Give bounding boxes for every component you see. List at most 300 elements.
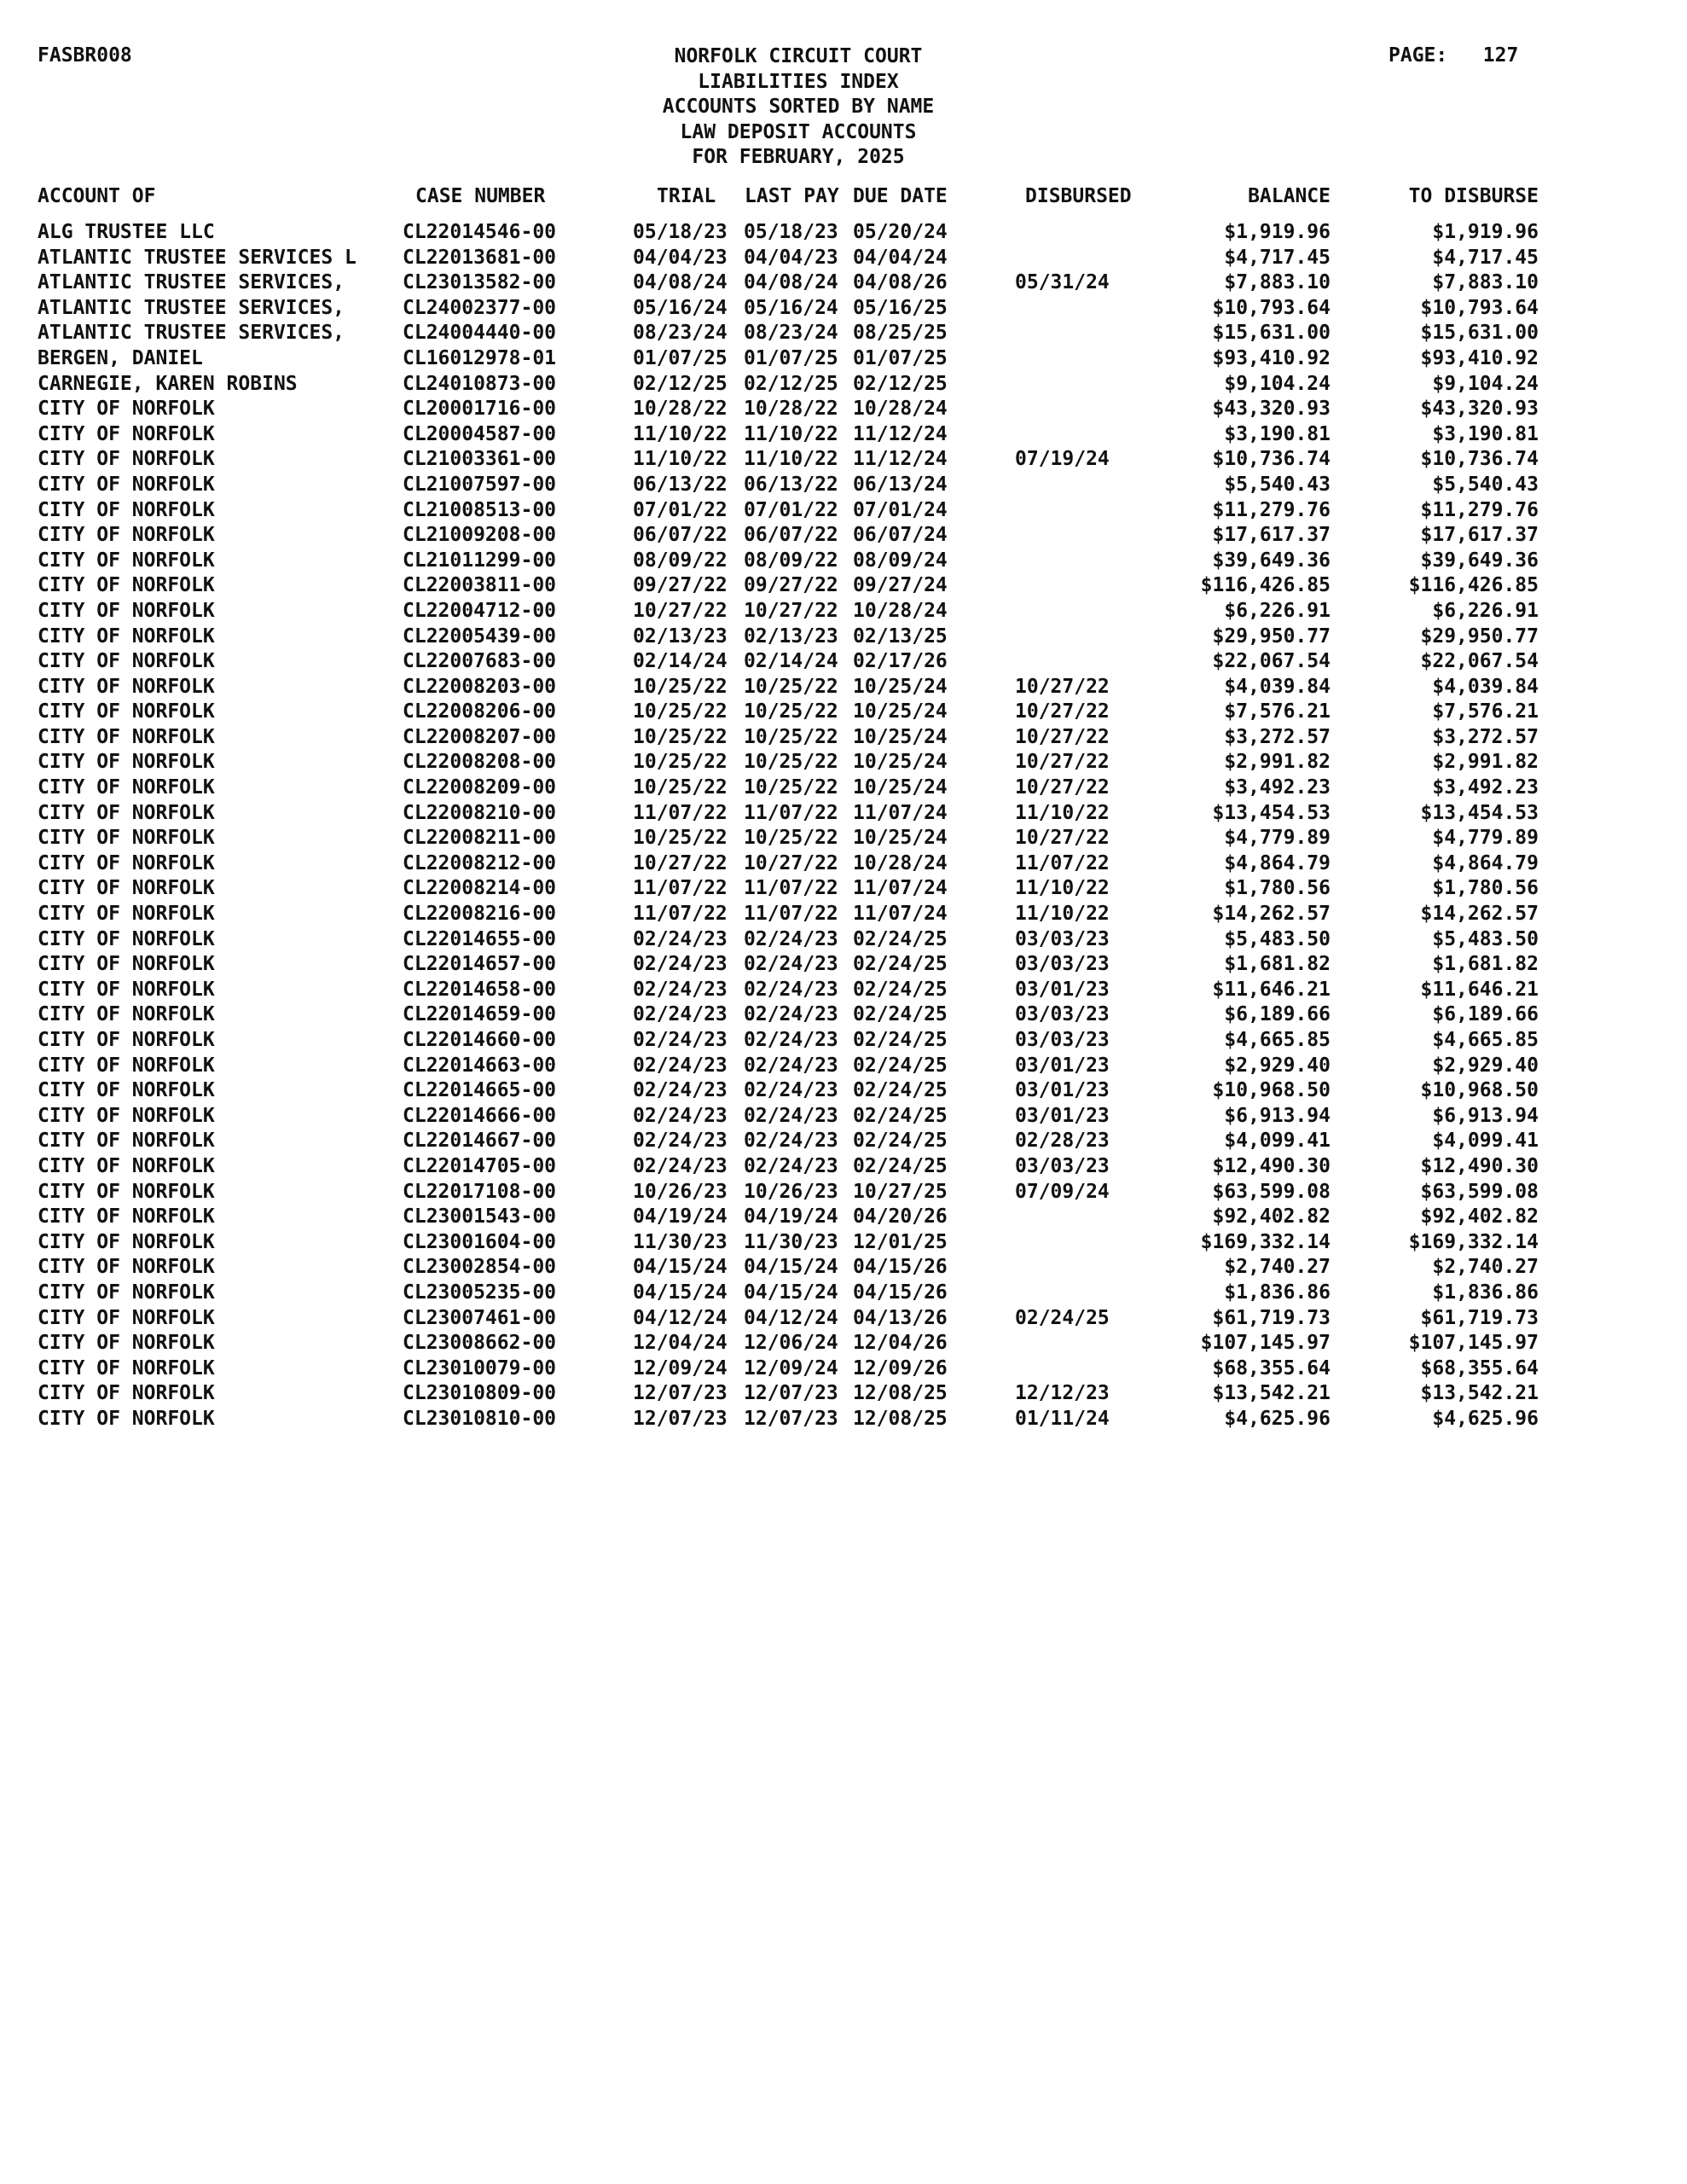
case-number-cell: CL22014657-00 xyxy=(403,953,557,976)
table-row xyxy=(0,1002,1687,1028)
table-row xyxy=(0,1129,1687,1154)
case-number-cell: CL16012978-01 xyxy=(403,346,557,369)
table-row xyxy=(0,473,1687,498)
account-of-cell: CITY OF NORFOLK xyxy=(38,1256,215,1279)
due-date-cell: 04/13/26 xyxy=(853,1306,948,1329)
table-row xyxy=(0,1104,1687,1130)
case-number-cell: CL23001604-00 xyxy=(403,1230,557,1253)
due-date-cell: 02/24/25 xyxy=(853,927,948,950)
last-pay-cell: 11/07/22 xyxy=(744,903,838,926)
to-disburse-cell: $4,625.96 xyxy=(1432,1407,1539,1430)
table-row xyxy=(0,1331,1687,1356)
account-of-cell: CITY OF NORFOLK xyxy=(38,1356,215,1380)
last-pay-cell: 08/23/24 xyxy=(744,322,838,345)
trial-cell: 02/24/23 xyxy=(633,1054,728,1077)
trial-cell: 08/09/22 xyxy=(633,549,728,572)
trial-cell: 04/15/24 xyxy=(633,1256,728,1279)
account-of-cell: ALG TRUSTEE LLC xyxy=(38,221,215,243)
balance-cell: $5,540.43 xyxy=(1224,473,1330,496)
account-of-cell: CITY OF NORFOLK xyxy=(38,1407,215,1430)
trial-cell: 04/04/23 xyxy=(633,246,728,269)
case-number-cell: CL22008206-00 xyxy=(403,700,557,723)
disbursed-cell: 03/01/23 xyxy=(1015,1079,1110,1102)
balance-cell: $4,099.41 xyxy=(1224,1130,1330,1153)
disbursed-cell: 11/10/22 xyxy=(1015,903,1110,926)
account-of-cell: CITY OF NORFOLK xyxy=(38,1205,215,1228)
disbursed-cell: 02/28/23 xyxy=(1015,1130,1110,1153)
table-row xyxy=(0,801,1687,827)
due-date-cell: 11/07/24 xyxy=(853,801,948,824)
trial-cell: 04/15/24 xyxy=(633,1281,728,1304)
trial-cell: 12/09/24 xyxy=(633,1356,728,1380)
case-number-cell: CL22014659-00 xyxy=(403,1003,557,1026)
case-number-cell: CL21008513-00 xyxy=(403,498,557,521)
due-date-cell: 11/12/24 xyxy=(853,422,948,445)
case-number-cell: CL22014658-00 xyxy=(403,978,557,1001)
table-row xyxy=(0,220,1687,246)
trial-cell: 10/25/22 xyxy=(633,751,728,774)
table-row xyxy=(0,902,1687,927)
case-number-cell: CL22017108-00 xyxy=(403,1180,557,1203)
table-row xyxy=(0,498,1687,524)
title-accounts: LAW DEPOSIT ACCOUNTS xyxy=(680,120,917,143)
balance-cell: $116,426.85 xyxy=(1200,574,1330,597)
trial-cell: 02/12/25 xyxy=(633,372,728,395)
title-period: FOR FEBRUARY, 2025 xyxy=(692,146,905,168)
due-date-cell: 10/28/24 xyxy=(853,599,948,622)
case-number-cell: CL22014667-00 xyxy=(403,1130,557,1153)
trial-cell: 10/25/22 xyxy=(633,776,728,799)
case-number-cell: CL22014665-00 xyxy=(403,1079,557,1102)
balance-cell: $10,736.74 xyxy=(1212,448,1330,471)
due-date-cell: 04/20/26 xyxy=(853,1205,948,1228)
case-number-cell: CL23010810-00 xyxy=(403,1407,557,1430)
last-pay-cell: 02/24/23 xyxy=(744,978,838,1001)
to-disburse-cell: $13,454.53 xyxy=(1420,801,1539,824)
last-pay-cell: 10/27/22 xyxy=(744,851,838,874)
table-row xyxy=(0,700,1687,725)
account-of-cell: CARNEGIE, KAREN ROBINS xyxy=(38,372,298,395)
to-disburse-cell: $93,410.92 xyxy=(1420,346,1539,369)
case-number-cell: CL20001716-00 xyxy=(403,398,557,421)
trial-cell: 11/30/23 xyxy=(633,1230,728,1253)
account-of-cell: CITY OF NORFOLK xyxy=(38,851,215,874)
balance-cell: $6,913.94 xyxy=(1224,1104,1330,1127)
to-disburse-cell: $4,779.89 xyxy=(1432,827,1539,850)
to-disburse-cell: $3,272.57 xyxy=(1432,725,1539,748)
balance-cell: $1,919.96 xyxy=(1224,221,1330,243)
last-pay-cell: 06/07/22 xyxy=(744,524,838,547)
balance-cell: $13,454.53 xyxy=(1212,801,1330,824)
due-date-cell: 12/08/25 xyxy=(853,1382,948,1405)
case-number-cell: CL21011299-00 xyxy=(403,549,557,572)
case-number-cell: CL23005235-00 xyxy=(403,1281,557,1304)
account-of-cell: CITY OF NORFOLK xyxy=(38,549,215,572)
account-of-cell: CITY OF NORFOLK xyxy=(38,524,215,547)
case-number-cell: CL22008210-00 xyxy=(403,801,557,824)
account-of-cell: CITY OF NORFOLK xyxy=(38,801,215,824)
disbursed-cell: 03/01/23 xyxy=(1015,1104,1110,1127)
case-number-cell: CL23008662-00 xyxy=(403,1332,557,1355)
account-of-cell: CITY OF NORFOLK xyxy=(38,1104,215,1127)
due-date-cell: 07/01/24 xyxy=(853,498,948,521)
balance-cell: $4,625.96 xyxy=(1224,1407,1330,1430)
trial-cell: 07/01/22 xyxy=(633,498,728,521)
to-disburse-cell: $9,104.24 xyxy=(1432,372,1539,395)
balance-cell: $6,226.91 xyxy=(1224,599,1330,622)
balance-cell: $5,483.50 xyxy=(1224,927,1330,950)
to-disburse-cell: $1,681.82 xyxy=(1432,953,1539,976)
trial-cell: 02/24/23 xyxy=(633,1104,728,1127)
last-pay-cell: 12/07/23 xyxy=(744,1382,838,1405)
trial-cell: 10/25/22 xyxy=(633,700,728,723)
to-disburse-cell: $169,332.14 xyxy=(1408,1230,1539,1253)
case-number-cell: CL22014666-00 xyxy=(403,1104,557,1127)
disbursed-cell: 10/27/22 xyxy=(1015,675,1110,698)
account-of-cell: CITY OF NORFOLK xyxy=(38,827,215,850)
account-of-cell: CITY OF NORFOLK xyxy=(38,422,215,445)
to-disburse-cell: $39,649.36 xyxy=(1420,549,1539,572)
case-number-cell: CL22005439-00 xyxy=(403,624,557,648)
table-row xyxy=(0,397,1687,422)
account-of-cell: CITY OF NORFOLK xyxy=(38,1029,215,1051)
due-date-cell: 02/12/25 xyxy=(853,372,948,395)
due-date-cell: 09/27/24 xyxy=(853,574,948,597)
table-row xyxy=(0,1078,1687,1104)
balance-cell: $1,681.82 xyxy=(1224,953,1330,976)
account-of-cell: ATLANTIC TRUSTEE SERVICES L xyxy=(38,246,357,269)
table-row xyxy=(0,1255,1687,1281)
balance-cell: $4,039.84 xyxy=(1224,675,1330,698)
last-pay-cell: 01/07/25 xyxy=(744,346,838,369)
last-pay-cell: 10/25/22 xyxy=(744,675,838,698)
due-date-cell: 10/27/25 xyxy=(853,1180,948,1203)
trial-cell: 04/19/24 xyxy=(633,1205,728,1228)
last-pay-cell: 02/24/23 xyxy=(744,1079,838,1102)
table-row xyxy=(0,826,1687,851)
trial-cell: 10/25/22 xyxy=(633,725,728,748)
table-row xyxy=(0,549,1687,574)
trial-cell: 11/10/22 xyxy=(633,448,728,471)
case-number-cell: CL20004587-00 xyxy=(403,422,557,445)
last-pay-cell: 09/27/22 xyxy=(744,574,838,597)
case-number-cell: CL22014663-00 xyxy=(403,1054,557,1077)
balance-cell: $15,631.00 xyxy=(1212,322,1330,345)
page-label: PAGE: xyxy=(1388,44,1448,67)
disbursed-cell: 11/07/22 xyxy=(1015,851,1110,874)
balance-cell: $14,262.57 xyxy=(1212,903,1330,926)
case-number-cell: CL22014655-00 xyxy=(403,927,557,950)
header-disbursed: DISBURSED xyxy=(1025,185,1132,207)
to-disburse-cell: $116,426.85 xyxy=(1408,574,1539,597)
due-date-cell: 12/01/25 xyxy=(853,1230,948,1253)
to-disburse-cell: $6,189.66 xyxy=(1432,1003,1539,1026)
case-number-cell: CL22008209-00 xyxy=(403,776,557,799)
disbursed-cell: 11/10/22 xyxy=(1015,801,1110,824)
balance-cell: $11,646.21 xyxy=(1212,978,1330,1001)
trial-cell: 02/24/23 xyxy=(633,978,728,1001)
to-disburse-cell: $11,279.76 xyxy=(1420,498,1539,521)
table-row xyxy=(0,1028,1687,1054)
trial-cell: 10/26/23 xyxy=(633,1180,728,1203)
due-date-cell: 05/20/24 xyxy=(853,221,948,243)
header-case-number: CASE NUMBER xyxy=(415,185,546,207)
to-disburse-cell: $92,402.82 xyxy=(1420,1205,1539,1228)
trial-cell: 10/27/22 xyxy=(633,851,728,874)
to-disburse-cell: $107,145.97 xyxy=(1408,1332,1539,1355)
balance-cell: $3,492.23 xyxy=(1224,776,1330,799)
title-index: LIABILITIES INDEX xyxy=(698,70,899,93)
report-title-block xyxy=(542,44,1054,171)
balance-cell: $39,649.36 xyxy=(1212,549,1330,572)
last-pay-cell: 07/01/22 xyxy=(744,498,838,521)
disbursed-cell: 03/01/23 xyxy=(1015,978,1110,1001)
last-pay-cell: 10/27/22 xyxy=(744,599,838,622)
due-date-cell: 02/24/25 xyxy=(853,1130,948,1153)
balance-cell: $9,104.24 xyxy=(1224,372,1330,395)
trial-cell: 09/27/22 xyxy=(633,574,728,597)
account-of-cell: ATLANTIC TRUSTEE SERVICES, xyxy=(38,296,345,319)
last-pay-cell: 08/09/22 xyxy=(744,549,838,572)
to-disburse-cell: $5,483.50 xyxy=(1432,927,1539,950)
due-date-cell: 10/25/24 xyxy=(853,776,948,799)
page-indicator xyxy=(1388,44,1518,67)
table-row xyxy=(0,649,1687,675)
to-disburse-cell: $15,631.00 xyxy=(1420,322,1539,345)
due-date-cell: 04/15/26 xyxy=(853,1256,948,1279)
last-pay-cell: 02/12/25 xyxy=(744,372,838,395)
case-number-cell: CL22008211-00 xyxy=(403,827,557,850)
due-date-cell: 02/17/26 xyxy=(853,650,948,673)
to-disburse-cell: $3,190.81 xyxy=(1432,422,1539,445)
table-row xyxy=(0,952,1687,978)
trial-cell: 02/24/23 xyxy=(633,1003,728,1026)
trial-cell: 10/25/22 xyxy=(633,675,728,698)
case-number-cell: CL23010079-00 xyxy=(403,1356,557,1380)
account-of-cell: CITY OF NORFOLK xyxy=(38,903,215,926)
due-date-cell: 08/09/24 xyxy=(853,549,948,572)
case-number-cell: CL22007683-00 xyxy=(403,650,557,673)
account-of-cell: CITY OF NORFOLK xyxy=(38,1130,215,1153)
header-balance: BALANCE xyxy=(1248,185,1330,207)
last-pay-cell: 04/04/23 xyxy=(744,246,838,269)
account-of-cell: CITY OF NORFOLK xyxy=(38,1079,215,1102)
due-date-cell: 02/24/25 xyxy=(853,1054,948,1077)
account-of-cell: CITY OF NORFOLK xyxy=(38,978,215,1001)
trial-cell: 02/24/23 xyxy=(633,1079,728,1102)
to-disburse-cell: $2,929.40 xyxy=(1432,1054,1539,1077)
case-number-cell: CL22013681-00 xyxy=(403,246,557,269)
account-of-cell: CITY OF NORFOLK xyxy=(38,953,215,976)
balance-cell: $1,836.86 xyxy=(1224,1281,1330,1304)
last-pay-cell: 04/15/24 xyxy=(744,1256,838,1279)
disbursed-cell: 02/24/25 xyxy=(1015,1306,1110,1329)
disbursed-cell: 10/27/22 xyxy=(1015,700,1110,723)
case-number-cell: CL21007597-00 xyxy=(403,473,557,496)
to-disburse-cell: $13,542.21 xyxy=(1420,1382,1539,1405)
balance-cell: $6,189.66 xyxy=(1224,1003,1330,1026)
table-row xyxy=(0,1230,1687,1256)
last-pay-cell: 04/15/24 xyxy=(744,1281,838,1304)
table-row xyxy=(0,246,1687,271)
to-disburse-cell: $6,226.91 xyxy=(1432,599,1539,622)
trial-cell: 02/24/23 xyxy=(633,1130,728,1153)
header-last-pay: LAST PAY xyxy=(745,185,839,207)
to-disburse-cell: $1,780.56 xyxy=(1432,877,1539,900)
due-date-cell: 12/08/25 xyxy=(853,1407,948,1430)
disbursed-cell: 07/19/24 xyxy=(1015,448,1110,471)
table-row xyxy=(0,599,1687,624)
last-pay-cell: 12/09/24 xyxy=(744,1356,838,1380)
due-date-cell: 10/28/24 xyxy=(853,398,948,421)
to-disburse-cell: $7,883.10 xyxy=(1432,271,1539,294)
trial-cell: 12/07/23 xyxy=(633,1407,728,1430)
table-row xyxy=(0,447,1687,473)
disbursed-cell: 03/03/23 xyxy=(1015,953,1110,976)
table-row xyxy=(0,851,1687,877)
disbursed-cell: 03/03/23 xyxy=(1015,1003,1110,1026)
to-disburse-cell: $1,919.96 xyxy=(1432,221,1539,243)
to-disburse-cell: $63,599.08 xyxy=(1420,1180,1539,1203)
balance-cell: $63,599.08 xyxy=(1212,1180,1330,1203)
trial-cell: 10/28/22 xyxy=(633,398,728,421)
case-number-cell: CL23002854-00 xyxy=(403,1256,557,1279)
table-row xyxy=(0,422,1687,448)
last-pay-cell: 11/07/22 xyxy=(744,877,838,900)
due-date-cell: 02/13/25 xyxy=(853,624,948,648)
to-disburse-cell: $12,490.30 xyxy=(1420,1154,1539,1177)
last-pay-cell: 10/25/22 xyxy=(744,700,838,723)
table-row xyxy=(0,372,1687,398)
trial-cell: 10/25/22 xyxy=(633,827,728,850)
to-disburse-cell: $68,355.64 xyxy=(1420,1356,1539,1380)
balance-cell: $4,717.45 xyxy=(1224,246,1330,269)
case-number-cell: CL22008216-00 xyxy=(403,903,557,926)
account-of-cell: CITY OF NORFOLK xyxy=(38,398,215,421)
table-row xyxy=(0,1356,1687,1382)
title-sort: ACCOUNTS SORTED BY NAME xyxy=(662,96,935,118)
disbursed-cell: 10/27/22 xyxy=(1015,827,1110,850)
to-disburse-cell: $10,736.74 xyxy=(1420,448,1539,471)
table-row xyxy=(0,1054,1687,1079)
trial-cell: 02/13/23 xyxy=(633,624,728,648)
balance-cell: $7,576.21 xyxy=(1224,700,1330,723)
to-disburse-cell: $4,099.41 xyxy=(1432,1130,1539,1153)
balance-cell: $43,320.93 xyxy=(1212,398,1330,421)
table-row xyxy=(0,927,1687,953)
balance-cell: $2,991.82 xyxy=(1224,751,1330,774)
to-disburse-cell: $14,262.57 xyxy=(1420,903,1539,926)
due-date-cell: 10/25/24 xyxy=(853,751,948,774)
last-pay-cell: 12/07/23 xyxy=(744,1407,838,1430)
trial-cell: 02/24/23 xyxy=(633,953,728,976)
trial-cell: 12/04/24 xyxy=(633,1332,728,1355)
to-disburse-cell: $10,793.64 xyxy=(1420,296,1539,319)
trial-cell: 11/07/22 xyxy=(633,877,728,900)
due-date-cell: 10/25/24 xyxy=(853,827,948,850)
balance-cell: $12,490.30 xyxy=(1212,1154,1330,1177)
table-row xyxy=(0,775,1687,801)
account-of-cell: CITY OF NORFOLK xyxy=(38,650,215,673)
to-disburse-cell: $43,320.93 xyxy=(1420,398,1539,421)
table-row xyxy=(0,750,1687,775)
table-row xyxy=(0,675,1687,700)
trial-cell: 05/18/23 xyxy=(633,221,728,243)
accounts-table-body xyxy=(0,220,1687,1432)
trial-cell: 02/14/24 xyxy=(633,650,728,673)
last-pay-cell: 02/14/24 xyxy=(744,650,838,673)
last-pay-cell: 12/06/24 xyxy=(744,1332,838,1355)
table-row xyxy=(0,876,1687,902)
due-date-cell: 04/04/24 xyxy=(853,246,948,269)
account-of-cell: CITY OF NORFOLK xyxy=(38,1281,215,1304)
disbursed-cell: 10/27/22 xyxy=(1015,751,1110,774)
case-number-cell: CL22008203-00 xyxy=(403,675,557,698)
to-disburse-cell: $10,968.50 xyxy=(1420,1079,1539,1102)
table-row xyxy=(0,1407,1687,1432)
last-pay-cell: 02/24/23 xyxy=(744,927,838,950)
account-of-cell: CITY OF NORFOLK xyxy=(38,624,215,648)
trial-cell: 04/08/24 xyxy=(633,271,728,294)
trial-cell: 05/16/24 xyxy=(633,296,728,319)
trial-cell: 06/07/22 xyxy=(633,524,728,547)
table-row xyxy=(0,1381,1687,1407)
balance-cell: $17,617.37 xyxy=(1212,524,1330,547)
due-date-cell: 02/24/25 xyxy=(853,1003,948,1026)
last-pay-cell: 06/13/22 xyxy=(744,473,838,496)
account-of-cell: CITY OF NORFOLK xyxy=(38,498,215,521)
due-date-cell: 02/24/25 xyxy=(853,1079,948,1102)
case-number-cell: CL23001543-00 xyxy=(403,1205,557,1228)
account-of-cell: CITY OF NORFOLK xyxy=(38,1180,215,1203)
last-pay-cell: 02/24/23 xyxy=(744,1054,838,1077)
account-of-cell: CITY OF NORFOLK xyxy=(38,751,215,774)
balance-cell: $2,929.40 xyxy=(1224,1054,1330,1077)
to-disburse-cell: $4,864.79 xyxy=(1432,851,1539,874)
table-row xyxy=(0,1205,1687,1230)
due-date-cell: 08/25/25 xyxy=(853,322,948,345)
to-disburse-cell: $17,617.37 xyxy=(1420,524,1539,547)
trial-cell: 01/07/25 xyxy=(633,346,728,369)
balance-cell: $10,968.50 xyxy=(1212,1079,1330,1102)
case-number-cell: CL24002377-00 xyxy=(403,296,557,319)
last-pay-cell: 10/25/22 xyxy=(744,827,838,850)
header-to-disburse: TO DISBURSE xyxy=(1408,185,1539,207)
account-of-cell: CITY OF NORFOLK xyxy=(38,1154,215,1177)
account-of-cell: CITY OF NORFOLK xyxy=(38,1230,215,1253)
disbursed-cell: 01/11/24 xyxy=(1015,1407,1110,1430)
to-disburse-cell: $4,717.45 xyxy=(1432,246,1539,269)
balance-cell: $3,190.81 xyxy=(1224,422,1330,445)
last-pay-cell: 02/24/23 xyxy=(744,1003,838,1026)
due-date-cell: 05/16/25 xyxy=(853,296,948,319)
balance-cell: $4,779.89 xyxy=(1224,827,1330,850)
due-date-cell: 11/07/24 xyxy=(853,877,948,900)
due-date-cell: 10/25/24 xyxy=(853,725,948,748)
disbursed-cell: 05/31/24 xyxy=(1015,271,1110,294)
balance-cell: $4,864.79 xyxy=(1224,851,1330,874)
last-pay-cell: 04/08/24 xyxy=(744,271,838,294)
account-of-cell: CITY OF NORFOLK xyxy=(38,1054,215,1077)
to-disburse-cell: $5,540.43 xyxy=(1432,473,1539,496)
balance-cell: $169,332.14 xyxy=(1200,1230,1330,1253)
header-due-date: DUE DATE xyxy=(853,185,948,207)
balance-cell: $10,793.64 xyxy=(1212,296,1330,319)
balance-cell: $1,780.56 xyxy=(1224,877,1330,900)
last-pay-cell: 04/12/24 xyxy=(744,1306,838,1329)
table-row xyxy=(0,346,1687,372)
balance-cell: $3,272.57 xyxy=(1224,725,1330,748)
